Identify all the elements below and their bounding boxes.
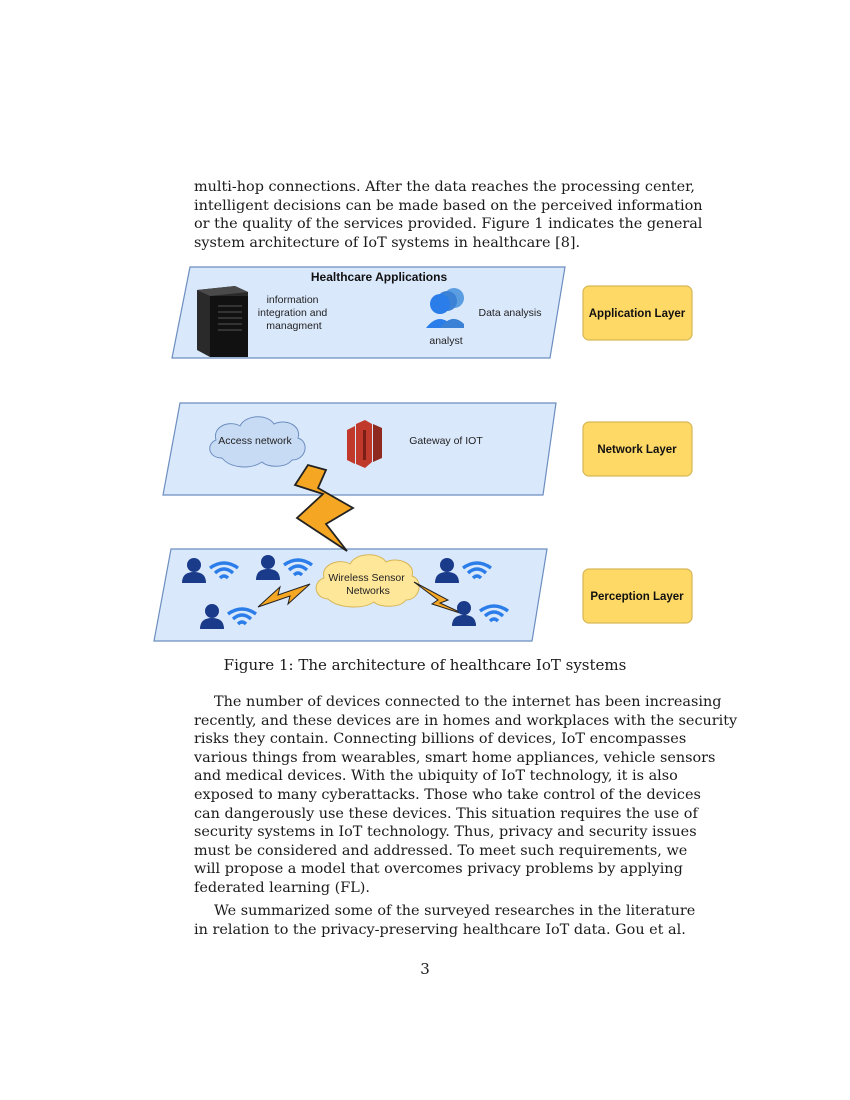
- perception-layer-label: Perception Layer: [590, 591, 684, 603]
- body-line: federated learning (FL).: [194, 879, 370, 896]
- body-line: exposed to many cyberattacks. Those who take control of the devices: [194, 786, 701, 803]
- gateway-label: Gateway of IOT: [409, 435, 483, 447]
- healthcare-applications-title: Healthcare Applications: [310, 270, 448, 284]
- network-layer-label: Network Layer: [597, 444, 677, 456]
- server-icon: [197, 286, 248, 357]
- intro-line: system architecture of IoT systems in healthcare [8].: [194, 234, 581, 251]
- wsn-label: Wireless Sensor Networks: [328, 572, 405, 597]
- intro-line: multi-hop connections. After the data reaches the processing center,: [194, 179, 695, 195]
- body-line: recently, and these devices are in homes and workplaces with the security: [194, 712, 738, 729]
- body-paragraph-1: [194, 693, 738, 898]
- architecture-figure: [150, 262, 700, 647]
- body-line: We summarized some of the surveyed researches in the literature: [214, 903, 696, 919]
- intro-line: intelligent decisions can be made based on the perceived information: [194, 197, 703, 214]
- access-network-label: Access network: [218, 435, 292, 447]
- body-line: must be considered and addressed. To meet such requirements, we: [194, 842, 688, 859]
- body-line: will propose a model that overcomes privacy problems by applying: [194, 861, 683, 878]
- body-line: various things from wearables, smart home appliances, vehicle sensors: [194, 749, 716, 766]
- figure-caption: Figure 1: The architecture of healthcare IoT systems: [223, 656, 627, 674]
- intro-paragraph: [194, 178, 703, 252]
- analyst-label: analyst: [429, 335, 463, 347]
- body-paragraph-2: [194, 902, 696, 939]
- body-line: security systems in IoT technology. Thus, privacy and security issues: [194, 824, 697, 841]
- page-number: 3: [420, 960, 430, 978]
- intro-line: or the quality of the services provided. Figure 1 indicates the general: [194, 216, 703, 233]
- body-line: in relation to the privacy-preserving healthcare IoT data. Gou et al.: [194, 921, 686, 938]
- body-line: The number of devices connected to the internet has been increasing: [214, 694, 722, 710]
- server-label: information integration and managment: [257, 294, 328, 332]
- data-analysis-label: Data analysis: [478, 307, 542, 319]
- body-line: and medical devices. With the ubiquity of IoT technology, it is also: [194, 768, 678, 785]
- application-layer-label: Application Layer: [588, 308, 686, 320]
- body-line: risks they contain. Connecting billions of devices, IoT encompasses: [194, 731, 687, 748]
- body-line: can dangerously use these devices. This situation requires the use of: [194, 805, 698, 822]
